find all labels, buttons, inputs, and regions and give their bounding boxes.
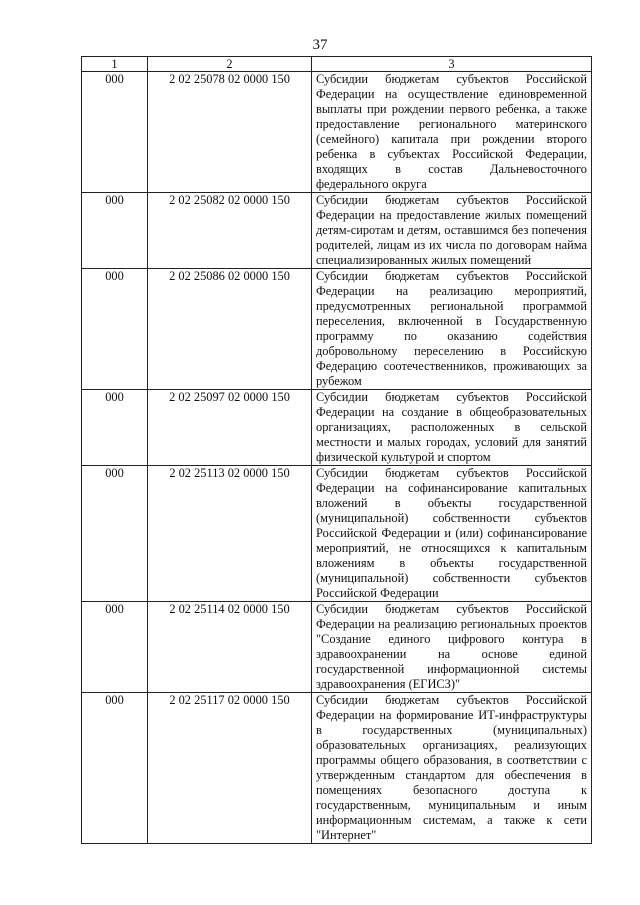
budget-code-cell: 2 02 25097 02 0000 150 xyxy=(148,390,312,466)
admin-code-cell: 000 xyxy=(82,390,148,466)
description-cell: Субсидии бюджетам субъектов Российской Федерации на предоставление жилых помещений детям-сиротам и детям, оставшимся без попечения родителей, лицам из их числа по договорам найма специализированных жилых помещений xyxy=(312,193,592,269)
admin-code-cell: 000 xyxy=(82,193,148,269)
budget-code-cell: 2 02 25086 02 0000 150 xyxy=(148,269,312,390)
page-number: 37 xyxy=(312,37,328,53)
description-cell: Субсидии бюджетам субъектов Российской Федерации на софинансирование капитальных вложений в объекты государственной (муниципальной) собственности субъектов Российской Федерации и (или) софинансирование мероприятий, не относящихся к капитальным вложениям в объекты государственной (муниципальной) собственности субъектов Российской Федерации xyxy=(312,466,592,602)
description-cell: Субсидии бюджетам субъектов Российской Федерации на реализацию мероприятий, предусмотренных региональной программой переселения, включенной в Государственную программу по оказанию содействия добровольному переселению в Российскую Федерацию соотечественников, проживающих за рубежом xyxy=(312,269,592,390)
budget-code-cell: 2 02 25114 02 0000 150 xyxy=(148,602,312,693)
table-row xyxy=(82,390,592,466)
table-row xyxy=(82,693,592,844)
column-header-2: 2 xyxy=(148,57,312,72)
column-header-1: 1 xyxy=(82,57,148,72)
admin-code-cell: 000 xyxy=(82,602,148,693)
table-row xyxy=(82,269,592,390)
description-cell: Субсидии бюджетам субъектов Российской Федерации на создание в общеобразовательных организациях, расположенных в сельской местности и малых городах, условий для занятий физической культурой и спортом xyxy=(312,390,592,466)
table-row xyxy=(82,602,592,693)
budget-code-cell: 2 02 25078 02 0000 150 xyxy=(148,72,312,193)
table-row xyxy=(82,466,592,602)
budget-code-cell: 2 02 25082 02 0000 150 xyxy=(148,193,312,269)
description-cell: Субсидии бюджетам субъектов Российской Федерации на осуществление единовременной выплаты при рождении первого ребенка, а также предоставление регионального материнского (семейного) капитала при рождении второго ребенка в субъектах Российской Федерации, входящих в состав Дальневосточного федерального округа xyxy=(312,72,592,193)
budget-code-cell: 2 02 25113 02 0000 150 xyxy=(148,466,312,602)
description-cell: Субсидии бюджетам субъектов Российской Федерации на формирование ИТ-инфраструктуры в государственных (муниципальных) образовательных организациях, реализующих программы общего образования, в соответствии с утвержденным стандартом для обеспечения в помещениях безопасного доступа к государственным, муниципальным и иным информационным системам, а также к сети "Интернет" xyxy=(312,693,592,844)
admin-code-cell: 000 xyxy=(82,466,148,602)
budget-classification-table xyxy=(81,56,592,844)
budget-code-cell: 2 02 25117 02 0000 150 xyxy=(148,693,312,844)
admin-code-cell: 000 xyxy=(82,72,148,193)
table-row xyxy=(82,72,592,193)
table-header-row xyxy=(82,57,592,72)
table-row xyxy=(82,193,592,269)
admin-code-cell: 000 xyxy=(82,269,148,390)
description-cell: Субсидии бюджетам субъектов Российской Федерации на реализацию региональных проектов "Создание единого цифрового контура в здравоохранении на основе единой государственной информационной системы здравоохранения (ЕГИСЗ)" xyxy=(312,602,592,693)
column-header-3: 3 xyxy=(312,57,592,72)
admin-code-cell: 000 xyxy=(82,693,148,844)
